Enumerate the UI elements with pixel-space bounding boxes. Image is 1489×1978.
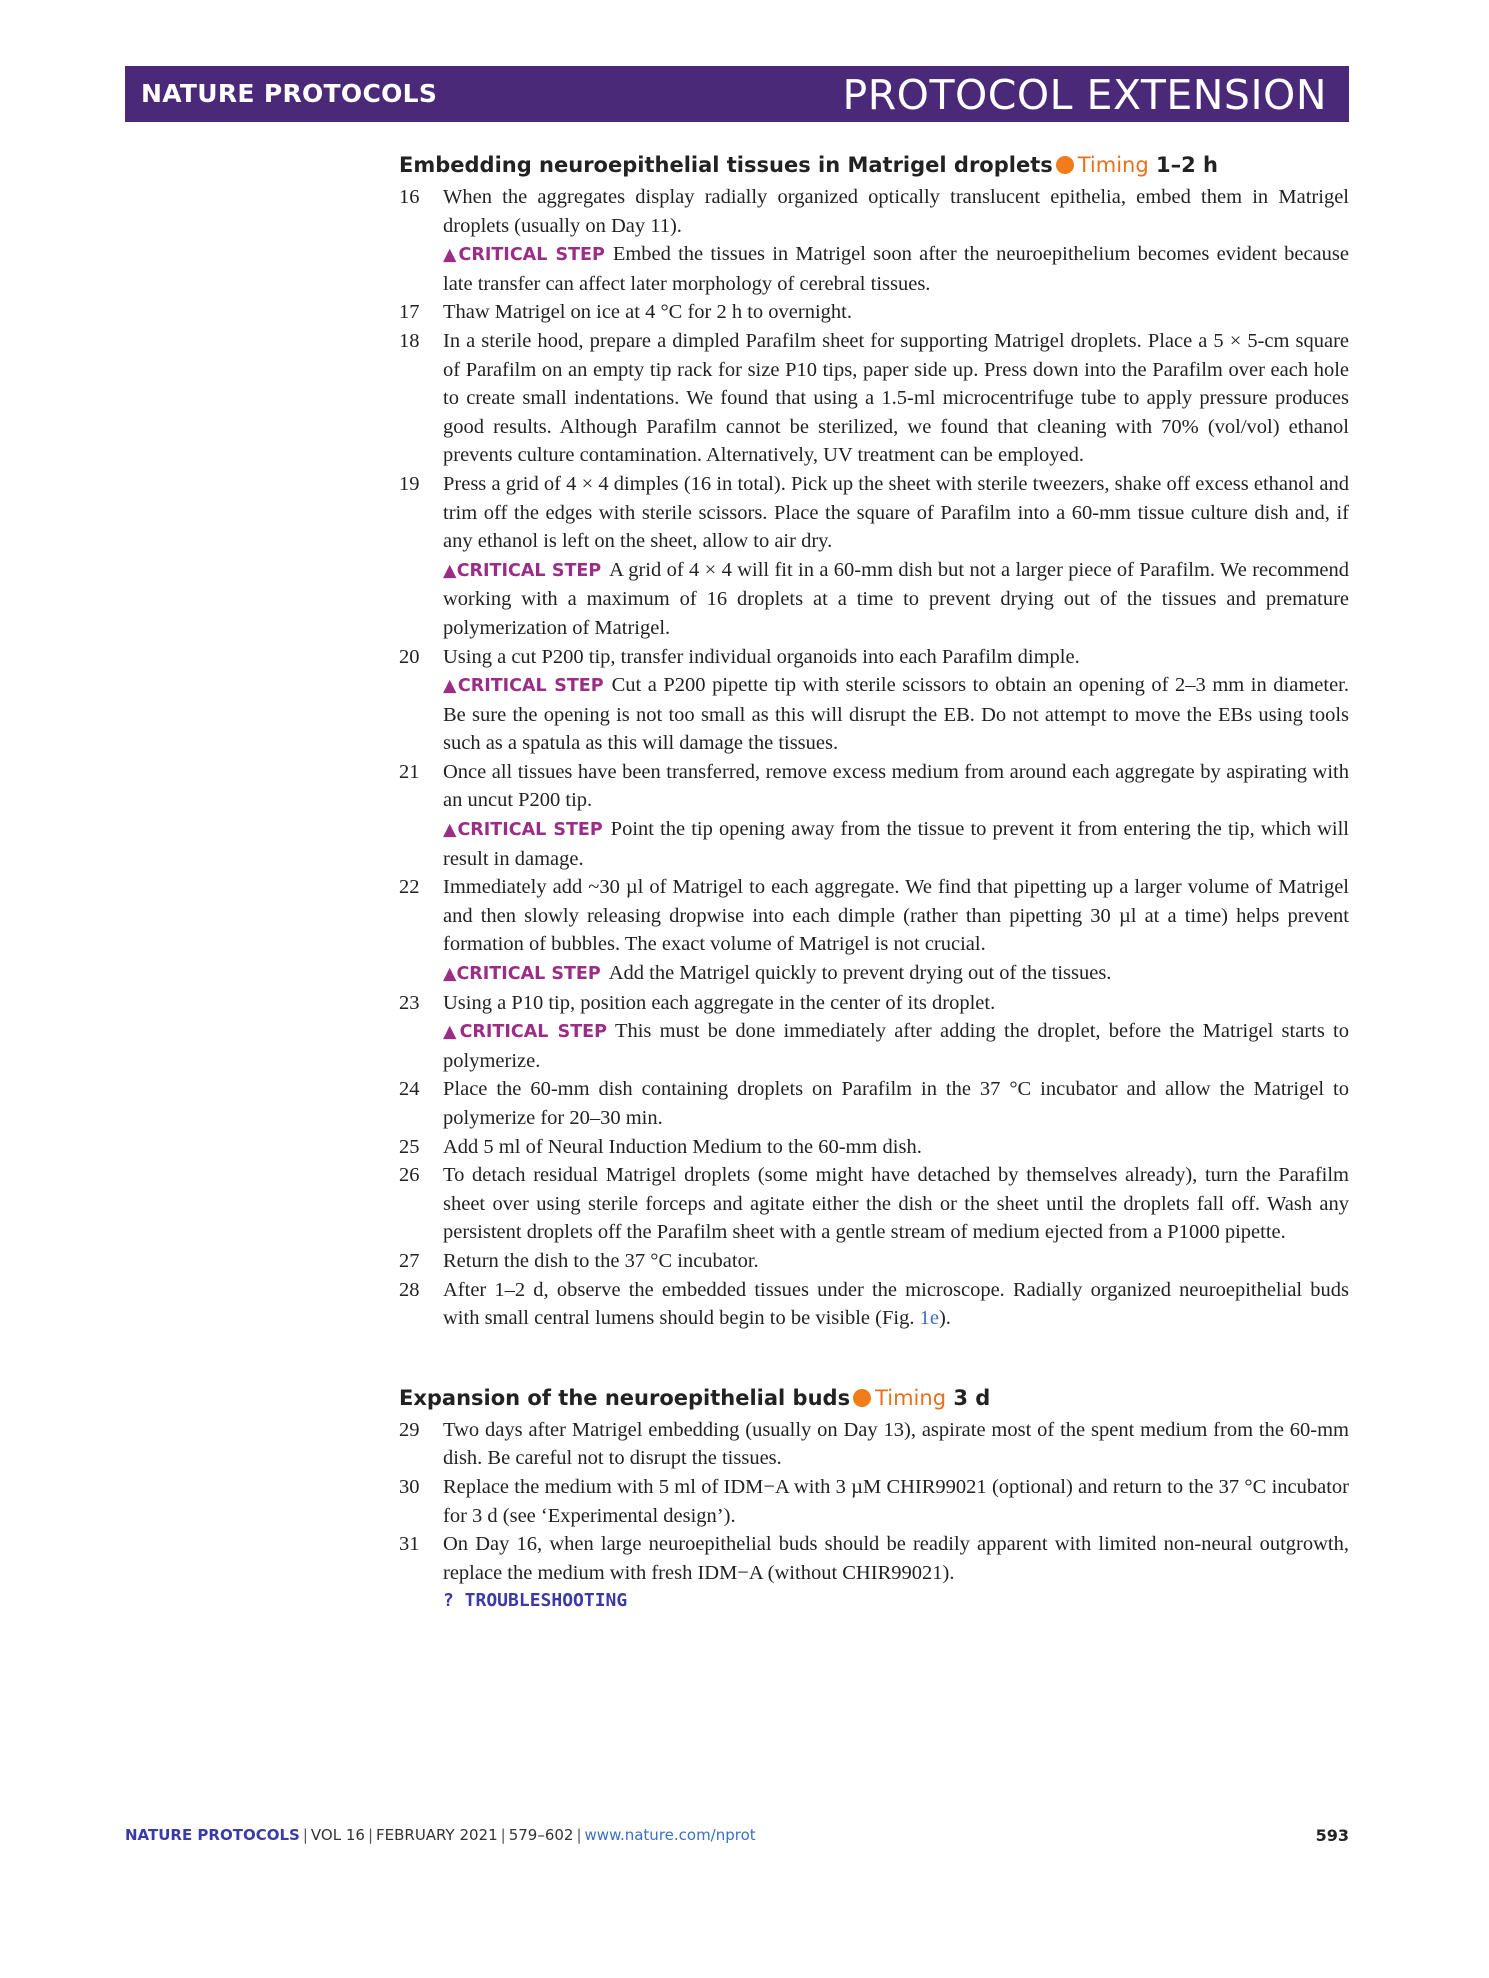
critical-step-note [443,959,1349,989]
step-text-body: When the aggregates display radially organized optically translucent epithelia, embed them in Matrigel droplets (usually on Day 11). [443,186,1349,237]
protocol-step [399,1075,1349,1132]
step-text [443,989,1349,1018]
critical-step-text: This must be done immediately after adding the droplet, before the Matrigel starts to polymerize. [443,1020,1349,1072]
page-number: 593 [1315,1826,1349,1845]
step-text-body: Press a grid of 4 × 4 dimples (16 in total). Pick up the sheet with sterile tweezers, shake off excess ethanol and trim off the edges with sterile scissors. Place the square of Parafilm into a 60-mm tissue culture dish and, if any ethanol is left on the sheet, allow to air dry. [443,472,1349,553]
step-number: 21 [399,760,420,783]
step-text [443,758,1349,815]
protocol-step [399,327,1349,470]
step-number: 17 [399,301,420,324]
step-number: 23 [399,991,420,1014]
timing-dot-icon [1056,156,1074,174]
step-text [443,643,1349,672]
timing-value: 3 d [953,1385,991,1410]
step-text-body: Add 5 ml of Neural Induction Medium to the 60-mm dish. [443,1135,922,1158]
section-heading [399,1383,1349,1413]
footer-separator: | [576,1826,582,1844]
protocol-step [399,183,1349,298]
protocol-step [399,1530,1349,1615]
footer-url-link[interactable]: www.nature.com/nprot [584,1826,756,1844]
timing-dot-icon [853,1389,871,1407]
protocol-step [399,1247,1349,1276]
critical-step-text: Point the tip opening away from the tissue to prevent it from entering the tip, which will result in damage. [443,818,1349,870]
critical-step-label: ▲CRITICAL STEP [443,245,605,266]
step-text [443,1530,1349,1587]
step-text [443,1247,1349,1276]
critical-step-note [443,671,1349,758]
protocol-step [399,470,1349,643]
main-content [399,150,1349,1615]
critical-step-label: ▲CRITICAL STEP [443,964,601,985]
step-text [443,327,1349,470]
step-text-body: Once all tissues have been transferred, remove excess medium from around each aggregate by aspirating with an uncut P200 tip. [443,760,1349,812]
step-text-body: Immediately add ~30 µl of Matrigel to each aggregate. We find that pipetting up a larger volume of Matrigel and then slowly releasing dropwise into each dimple (rather than pipetting 30 µl at a time) helps prevent formation of bubbles. The exact volume of Matrigel is not crucial. [443,876,1349,956]
timing-value: 1–2 h [1156,153,1219,177]
critical-step-label: ▲CRITICAL STEP [443,1022,607,1043]
step-number: 22 [399,876,420,899]
footer-separator: | [302,1826,308,1844]
step-text [443,1075,1349,1132]
critical-step-label: ▲CRITICAL STEP [443,676,604,697]
step-text [443,183,1349,240]
step-text-body: On Day 16, when large neuroepithelial buds should be readily apparent with limited non-neural outgrowth, replace the medium with fresh IDM−A (without CHIR99021). [443,1533,1349,1584]
footer [125,1826,1349,1848]
step-text-body: Two days after Matrigel embedding (usually on Day 13), aspirate most of the spent medium from the 60-mm dish. Be careful not to disrupt the tissues. [443,1418,1349,1470]
protocol-step [399,1473,1349,1530]
timing-label: Timing [875,1385,947,1410]
timing-label: Timing [1077,153,1149,177]
step-text [443,1133,1349,1162]
critical-step-text: Cut a P200 pipette tip with sterile scissors to obtain an opening of 2–3 mm in diameter. Be sure the opening is not too small as this will disrupt the EB. Do not attempt to move the EBs using tools such as a spatula as this will damage the tissues. [443,674,1349,755]
step-number: 25 [399,1135,420,1158]
protocol-step [399,989,1349,1076]
step-text-body: Using a P10 tip, position each aggregate in the center of its droplet. [443,991,996,1014]
section-heading [399,150,1349,180]
protocol-step [399,643,1349,758]
step-number: 29 [399,1418,420,1441]
step-number: 20 [399,645,420,668]
step-number: 16 [399,186,420,208]
protocol-step [399,1276,1349,1333]
protocol-section [399,150,1349,1333]
step-number: 18 [399,329,420,352]
step-text-body: In a sterile hood, prepare a dimpled Parafilm sheet for supporting Matrigel droplets. Place a 5 × 5-cm square of Parafilm on an empty tip rack for size P10 tips, paper side up. Press down into the Parafilm over each hole to create small indentations. We found that using a 1.5-ml microcentrifuge tube to apply pressure produces good results. Although Parafilm cannot be sterilized, we found that cleaning with 70% (vol/vol) ethanol prevents culture contamination. Alternatively, UV treatment can be employed. [443,329,1349,467]
journal-name: NATURE PROTOCOLS [141,79,438,108]
critical-step-note [443,556,1349,643]
footer-pages: 579–602 [508,1826,574,1844]
step-text [443,1276,1349,1333]
step-number: 19 [399,472,420,495]
footer-journal: NATURE PROTOCOLS [125,1826,300,1844]
critical-step-note [443,815,1349,873]
step-text-body: To detach residual Matrigel droplets (some might have detached by themselves already), turn the Parafilm sheet over using sterile forceps and agitate either the dish or the sheet until the droplets fall off. Wash any persistent droplets off the Parafilm sheet with a gentle stream of medium ejected from a P1000 pipette. [443,1164,1349,1244]
step-number: 30 [399,1475,420,1498]
protocol-step [399,1133,1349,1162]
section-title: Embedding neuroepithelial tissues in Matrigel droplets [399,153,1053,177]
figure-link[interactable]: 1e [919,1307,939,1330]
troubleshooting-link[interactable]: ? TROUBLESHOOTING [443,1590,628,1612]
step-number: 28 [399,1278,420,1301]
step-text-body: Using a cut P200 tip, transfer individual organoids into each Parafilm dimple. [443,645,1080,668]
protocol-step [399,1416,1349,1473]
critical-step-text: Add the Matrigel quickly to prevent drying out of the tissues. [608,962,1112,985]
step-text [443,873,1349,959]
critical-step-label: ▲CRITICAL STEP [443,820,603,841]
step-number: 31 [399,1533,420,1556]
step-number: 24 [399,1078,420,1101]
step-text-body: After 1–2 d, observe the embedded tissues under the microscope. Radially organized neuroepithelial buds with small central lumens should begin to be visible (Fig. [443,1278,1349,1330]
footer-volume: VOL 16 [310,1826,365,1844]
footer-date: FEBRUARY 2021 [376,1826,498,1844]
critical-step-text: Embed the tissues in Matrigel soon after the neuroepithelium becomes evident because late transfer can affect later morphology of cerebral tissues. [443,243,1349,295]
step-number: 26 [399,1164,420,1187]
section-title: Expansion of the neuroepithelial buds [399,1385,851,1410]
critical-step-label: ▲CRITICAL STEP [443,560,602,581]
footer-separator: | [367,1826,373,1844]
step-text-body: Return the dish to the 37 °C incubator. [443,1249,759,1272]
step-text-body: Thaw Matrigel on ice at 4 °C for 2 h to overnight. [443,301,852,324]
protocol-step [399,1161,1349,1247]
step-text-body: Replace the medium with 5 ml of IDM−A with 3 µM CHIR99021 (optional) and return to the 37 °C incubator for 3 d (see ‘Experimental design’). [443,1475,1349,1527]
step-text-body: Place the 60-mm dish containing droplets on Parafilm in the 37 °C incubator and allow the Matrigel to polymerize for 20–30 min. [443,1078,1349,1129]
protocol-section [399,1383,1349,1616]
step-text-tail: ). [938,1307,951,1330]
step-text [443,1473,1349,1530]
protocol-step [399,298,1349,327]
protocol-step [399,873,1349,988]
step-text [443,1416,1349,1473]
critical-step-text: A grid of 4 × 4 will fit in a 60-mm dish but not a larger piece of Parafilm. We recommend working with a maximum of 16 droplets at a time to prevent drying out of the tissues and premature polymerization of Matrigel. [443,558,1349,639]
footer-separator: | [500,1826,506,1844]
header-bar [125,66,1349,122]
step-text [443,470,1349,556]
article-type: PROTOCOL EXTENSION [842,71,1327,119]
protocol-step [399,758,1349,873]
step-text [443,298,1349,327]
step-text [443,1161,1349,1247]
critical-step-note [443,1017,1349,1075]
critical-step-note [443,240,1349,298]
step-number: 27 [399,1249,420,1272]
